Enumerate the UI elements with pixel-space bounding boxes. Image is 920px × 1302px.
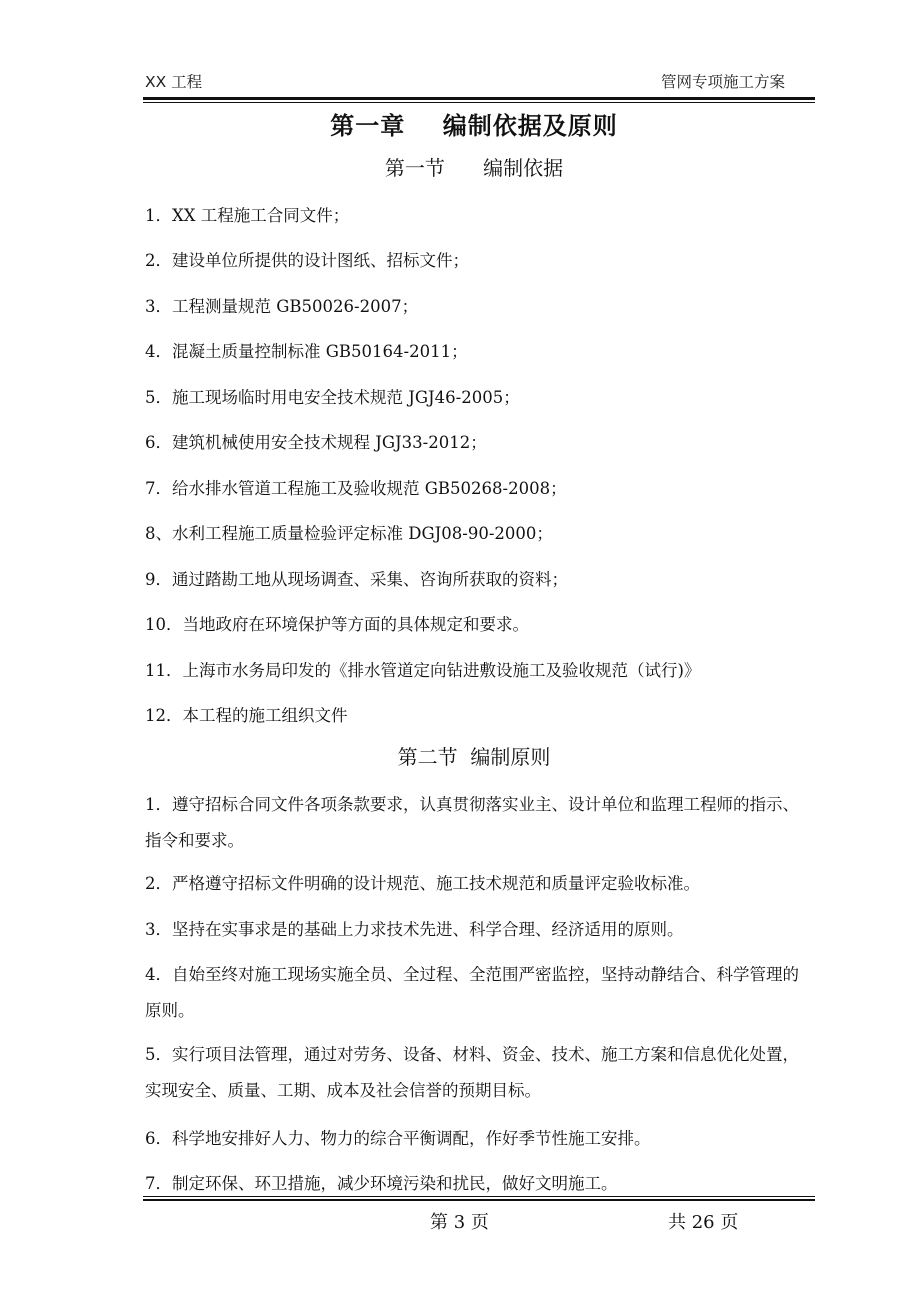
page-header	[145, 66, 815, 96]
principle-item: 5．实行项目法管理，通过对劳务、设备、材料、资金、技术、施工方案和信息优化处置，实现安全、质量、工期、成本及社会信誉的预期目标。	[145, 1045, 799, 1100]
chapter-title: 第一章 编制依据及原则	[330, 111, 618, 140]
principle-item: 7．制定环保、环卫措施，减少环境污染和扰民，做好文明施工。	[145, 1174, 618, 1193]
footer-divider-thin	[143, 1196, 815, 1197]
basis-item: 8、水利工程施工质量检验评定标准 DGJ08-90-2000；	[145, 524, 553, 543]
basis-item: 5．施工现场临时用电安全技术规范 JGJ46-2005；	[145, 388, 520, 407]
principle-item: 3．坚持在实事求是的基础上力求技术先进、科学合理、经济适用的原则。	[145, 920, 684, 939]
footer-divider	[143, 1199, 815, 1201]
header-project-name: XX 工程	[145, 73, 203, 91]
basis-item: 4．混凝土质量控制标准 GB50164-2011；	[145, 342, 468, 361]
principle-item: 6．科学地安排好人力、物力的综合平衡调配，作好季节性施工安排。	[145, 1129, 651, 1148]
header-divider	[143, 97, 815, 100]
basis-item: 1．XX 工程施工合同文件；	[145, 206, 350, 225]
basis-item: 11．上海市水务局印发的《排水管道定向钻进敷设施工及验收规范（试行)》	[145, 661, 701, 680]
basis-item: 12．本工程的施工组织文件	[145, 706, 348, 725]
basis-item: 10．当地政府在环境保护等方面的具体规定和要求。	[145, 615, 529, 634]
section-title-principles: 第二节 编制原则	[397, 745, 551, 769]
basis-item: 3．工程测量规范 GB50026-2007；	[145, 297, 419, 316]
basis-item: 9．通过踏勘工地从现场调查、采集、咨询所获取的资料；	[145, 570, 568, 589]
section-title-basis: 第一节 编制依据	[384, 156, 564, 180]
principle-item: 1．遵守招标合同文件各项条款要求，认真贯彻落实业主、设计单位和监理工程师的指示、指令和要求。	[145, 795, 799, 850]
basis-item: 2．建设单位所提供的设计图纸、招标文件；	[145, 251, 469, 270]
header-document-title: 管网专项施工方案	[660, 73, 785, 91]
header-divider-thin	[143, 102, 815, 103]
principle-item: 4．自始至终对施工现场实施全员、全过程、全范围严密监控，坚持动静结合、科学管理的原则。	[145, 965, 799, 1020]
principle-item: 2．严格遵守招标文件明确的设计规范、施工技术规范和质量评定验收标准。	[145, 874, 700, 893]
page-number: 第 3 页	[430, 1212, 489, 1233]
basis-item: 6．建筑机械使用安全技术规程 JGJ33-2012；	[145, 433, 487, 452]
basis-item: 7．给水排水管道工程施工及验收规范 GB50268-2008；	[145, 479, 567, 498]
page-total: 共 26 页	[668, 1212, 739, 1233]
